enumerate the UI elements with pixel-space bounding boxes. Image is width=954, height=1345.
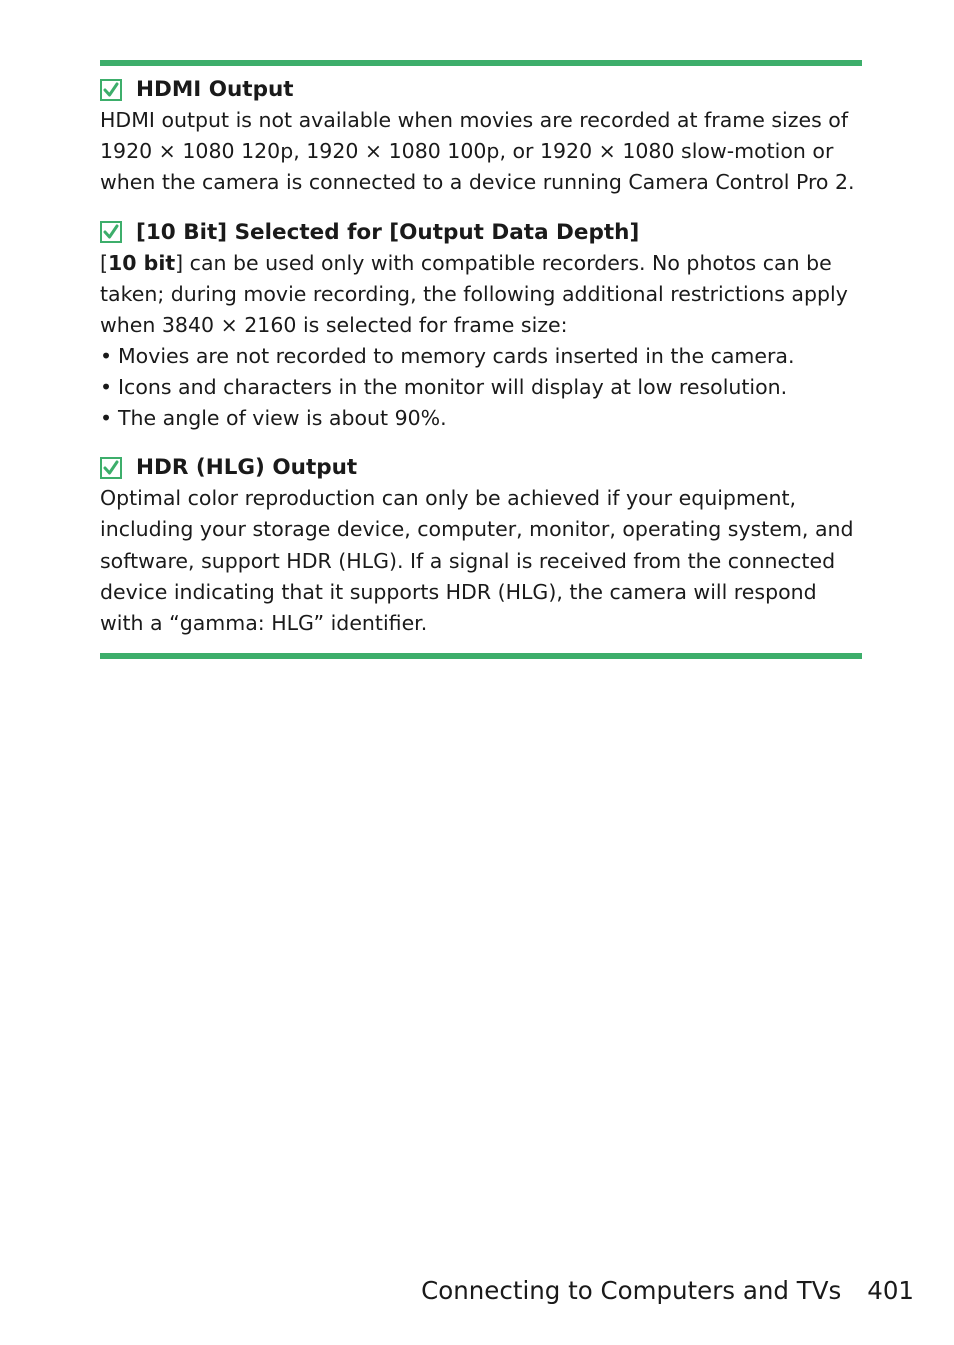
check-icon (100, 221, 122, 243)
section-body: HDMI output is not available when movies are recorded at frame sizes of 1920 × 1080 120p, 1920 × 1080 100p, or 1920 × 1080 slow-motion or when the camera is connected to a device running Camera Control Pro 2. (100, 108, 855, 195)
list-item (100, 403, 862, 434)
body-prefix: [ (100, 250, 108, 275)
body-rest: ] can be used only with compatible recorders. No photos can be taken; during movie recording, the following additional restrictions apply when 3840 × 2160 is selected for frame size: (100, 250, 848, 338)
body-bold-term: 10 bit (108, 250, 176, 275)
heading-text: HDR (HLG) Output (136, 455, 358, 481)
restriction-list (100, 341, 862, 434)
list-item (100, 341, 862, 372)
section-hdr-hlg-output (100, 452, 862, 639)
page-footer (421, 1276, 914, 1305)
heading-text: HDMI Output (136, 77, 294, 102)
section-hdmi-output (100, 74, 862, 199)
heading-text: [10 Bit] Selected for [Output Data Depth] (136, 219, 640, 245)
list-item-text: Icons and characters in the monitor will display at low resolution. (118, 375, 788, 400)
note-box (100, 60, 862, 659)
section-heading (100, 452, 862, 483)
check-icon (100, 457, 122, 479)
section-body (100, 248, 862, 342)
check-icon (100, 79, 122, 101)
section-body: Optimal color reproduction can only be achieved if your equipment, including your storage device, computer, monitor, operating system, and software, support HDR (HLG). If a signal is received from the connected device indicating that it supports HDR (HLG), the camera will respond with a “gamma: HLG” identifier. (100, 486, 854, 636)
section-heading (100, 217, 862, 248)
bullet-icon: • (100, 344, 113, 369)
list-item-text: The angle of view is about 90%. (118, 406, 447, 431)
section-heading (100, 74, 862, 105)
chapter-title: Connecting to Computers and TVs (421, 1276, 842, 1305)
list-item-text: Movies are not recorded to memory cards inserted in the camera. (118, 344, 795, 369)
bullet-icon: • (100, 406, 113, 431)
list-item (100, 372, 862, 403)
page-number: 401 (867, 1276, 914, 1305)
bullet-icon: • (100, 375, 113, 400)
section-10bit (100, 217, 862, 435)
